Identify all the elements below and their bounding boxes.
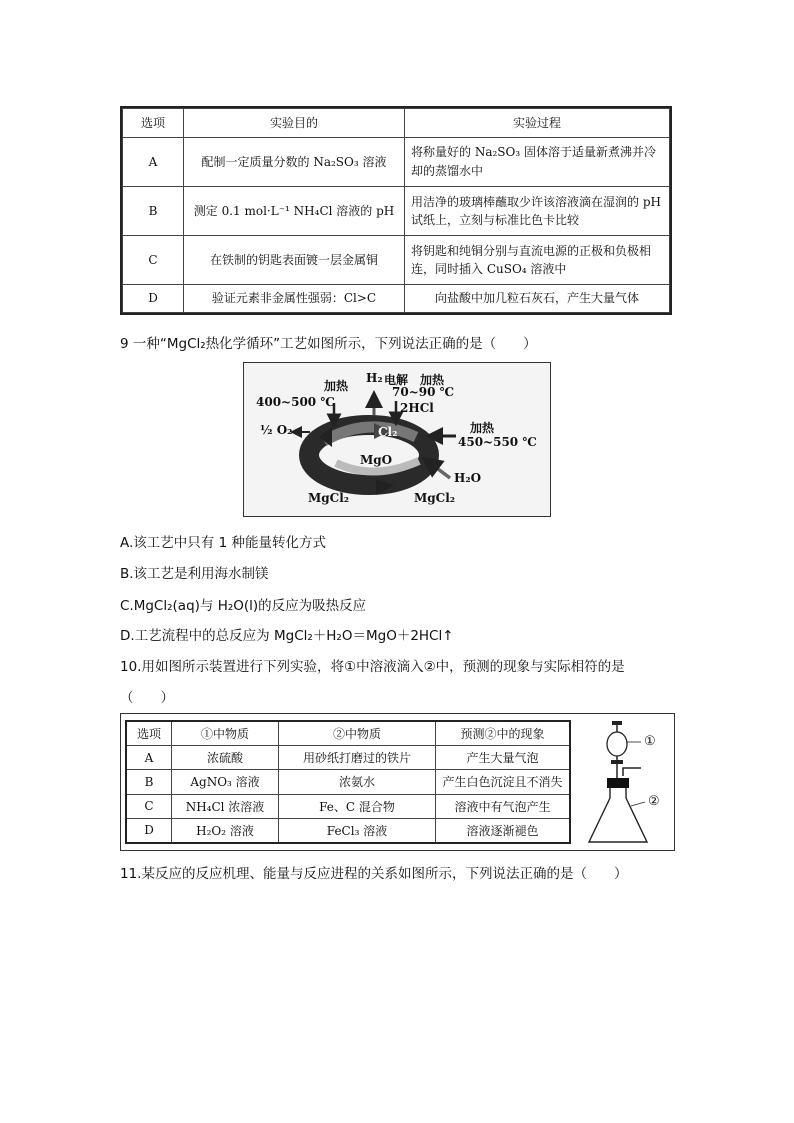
funnel-stopper — [612, 721, 622, 725]
diagram-label-electrolysis: 电解 — [384, 373, 409, 387]
apparatus-label-2: ② — [648, 794, 660, 809]
table2-phenomenon: 溶液逐渐褪色 — [436, 818, 571, 843]
table2-option: C — [126, 794, 172, 818]
table2-s2: FeCl₃ 溶液 — [279, 818, 436, 843]
diagram-label-heat-2: 加热 — [420, 373, 445, 387]
table-row — [123, 187, 670, 236]
diagram-label-temp-3: 450~550 ℃ — [458, 435, 537, 449]
table1-process: 将称量好的 Na₂SO₃ 固体溶于适量新煮沸并冷却的蒸馏水中 — [405, 138, 670, 187]
question-10-stem-line1: 10.用如图所示装置进行下列实验，将①中溶液滴入②中，预测的现象与实际相符的是 — [120, 659, 625, 675]
table1-process: 用洁净的玻璃棒蘸取少许该溶液滴在湿润的 pH 试纸上，立刻与标准比色卡比较 — [405, 187, 670, 236]
table2-s2: 浓氨水 — [279, 770, 436, 794]
question-9-stem: 9 一种“MgCl₂热化学循环”工艺如图所示，下列说法正确的是（ ） — [120, 336, 537, 352]
question-9-option-b: B.该工艺是利用海水制镁 — [120, 566, 269, 582]
question-10-stem-line2: （ ） — [120, 690, 174, 706]
table1-option: A — [123, 138, 184, 187]
table1-header-row — [123, 109, 670, 138]
table2-header-option: 选项 — [126, 721, 172, 746]
table2-s2: 用砂纸打磨过的铁片 — [279, 746, 436, 770]
diagram-label-temp-1: 400~500 ℃ — [256, 395, 335, 409]
table-row — [126, 818, 570, 843]
experiment-table-1 — [120, 106, 672, 315]
diagram-label-heat-1: 加热 — [324, 379, 349, 393]
table2-s1: H₂O₂ 溶液 — [172, 818, 279, 843]
table1-purpose: 验证元素非金属性强弱：Cl>C — [184, 285, 405, 313]
experiment-table-2 — [120, 713, 675, 851]
table-row — [126, 746, 570, 770]
diagram-label-mgo: MgO — [360, 453, 393, 467]
table-row — [123, 236, 670, 285]
table2-option: B — [126, 770, 172, 794]
table1-process: 向盐酸中加几粒石灰石，产生大量气体 — [405, 285, 670, 313]
table2-header-s1: ①中物质 — [172, 721, 279, 746]
table2-option: A — [126, 746, 172, 770]
funnel-stopcock — [611, 760, 623, 764]
diagram-label-heat-3: 加热 — [470, 421, 495, 435]
question-11-stem: 11.某反应的反应机理、能量与反应进程的关系如图所示，下列说法正确的是（ ） — [120, 866, 628, 882]
diagram-label-cl2: Cl₂ — [378, 425, 398, 439]
diagram-label-hcl: 2HCl — [400, 401, 434, 415]
diagram-label-o2: ½ O₂ — [260, 423, 293, 437]
diagram-label-temp-2: 70~90 ℃ — [392, 385, 455, 399]
question-9-option-a: A.该工艺中只有 1 种能量转化方式 — [120, 535, 326, 551]
table2-s1: 浓硫酸 — [172, 746, 279, 770]
mgcl2-cycle-diagram — [243, 362, 551, 517]
funnel-bulb — [607, 732, 627, 756]
table2-phenomenon: 产生大量气泡 — [436, 746, 571, 770]
table2-header-phenomenon: 预测②中的现象 — [436, 721, 571, 746]
table2-s1: AgNO₃ 溶液 — [172, 770, 279, 794]
table1-purpose: 配制一定质量分数的 Na₂SO₃ 溶液 — [184, 138, 405, 187]
diagram-label-h2o: H₂O — [454, 471, 482, 485]
diagram-label-mgcl2-right: MgCl₂ — [414, 491, 456, 505]
table1-header-process: 实验过程 — [405, 109, 670, 138]
apparatus-label-1: ① — [644, 734, 656, 749]
table-row — [123, 285, 670, 313]
question-9-option-c: C.MgCl₂(aq)与 H₂O(l)的反应为吸热反应 — [120, 598, 367, 614]
diagram-label-mgcl2-left: MgCl₂ — [308, 491, 350, 505]
table1-process: 将钥匙和纯铜分别与直流电源的正极和负极相连，同时插入 CuSO₄ 溶液中 — [405, 236, 670, 285]
question-9-option-d: D.工艺流程中的总反应为 MgCl₂＋H₂O＝MgO＋2HCl↑ — [120, 628, 454, 644]
table1-option: B — [123, 187, 184, 236]
table2-header-row — [126, 721, 570, 746]
table2-phenomenon: 溶液中有气泡产生 — [436, 794, 571, 818]
flask-apparatus-drawing — [581, 718, 671, 848]
table1-option: D — [123, 285, 184, 313]
table-row — [126, 794, 570, 818]
table2-header-s2: ②中物质 — [279, 721, 436, 746]
table1-purpose: 测定 0.1 mol·L⁻¹ NH₄Cl 溶液的 pH — [184, 187, 405, 236]
flask-stopper — [607, 778, 629, 788]
side-tube — [623, 768, 641, 776]
table1-header-option: 选项 — [123, 109, 184, 138]
diagram-label-h2: H₂ — [366, 371, 383, 385]
table2-s2: Fe、C 混合物 — [279, 794, 436, 818]
table-row — [126, 770, 570, 794]
table2-option: D — [126, 818, 172, 843]
table-row — [123, 138, 670, 187]
table2-phenomenon: 产生白色沉淀且不消失 — [436, 770, 571, 794]
conical-flask — [589, 788, 647, 842]
table2-s1: NH₄Cl 浓溶液 — [172, 794, 279, 818]
table1-header-purpose: 实验目的 — [184, 109, 405, 138]
table1-option: C — [123, 236, 184, 285]
table1-purpose: 在铁制的钥匙表面镀一层金属铜 — [184, 236, 405, 285]
leader-2 — [631, 802, 645, 806]
